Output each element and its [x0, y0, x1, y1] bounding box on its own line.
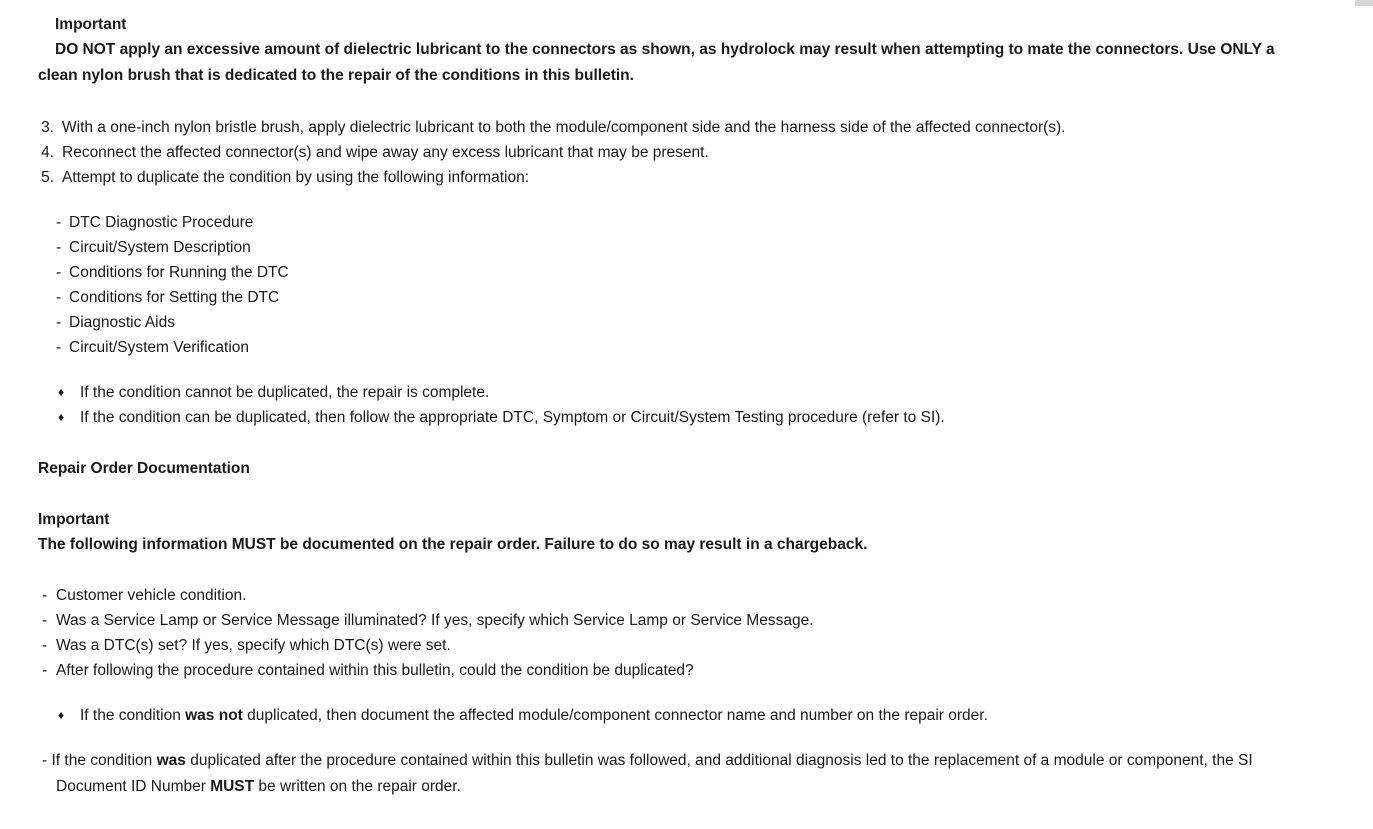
dash-marker-icon: -: [56, 264, 62, 281]
diamond-list-1: [38, 380, 1318, 430]
dash-marker-icon: -: [56, 289, 62, 306]
diamond-item-prefix: If the condition: [80, 707, 186, 724]
list-item-label: Circuit/System Verification: [69, 339, 250, 356]
list-item: [38, 335, 1318, 360]
important-label-2: Important: [38, 511, 110, 528]
step-text: Reconnect the affected connector(s) and wipe away any excess lubricant that may be present.: [62, 144, 709, 161]
list-item-label: Circuit/System Description: [69, 239, 251, 256]
list-item: [38, 115, 1318, 140]
dash-marker-icon: -: [42, 587, 48, 604]
dash-marker-icon: -: [56, 214, 62, 231]
list-item-label: Conditions for Setting the DTC: [69, 289, 280, 306]
spacer-before-dash-list-1: [38, 190, 1318, 210]
dash-marker-icon: -: [56, 339, 62, 356]
numbered-step-list: [38, 115, 1318, 190]
step-text: With a one-inch nylon bristle brush, apply dielectric lubricant to both the module/component side and the harness side of the affected connector(s).: [62, 119, 1066, 136]
important-label-1: Important: [55, 16, 127, 33]
list-item: [38, 165, 1318, 190]
list-item: [38, 405, 1318, 430]
diamond-item-suffix: duplicated, then document the affected module/component connector name and number on the repair order.: [242, 707, 988, 724]
list-item: [38, 703, 1318, 728]
spacer-after-repair-heading: [38, 481, 1318, 507]
diamond-marker-icon: ♦: [58, 385, 65, 399]
diamond-marker-icon: ♦: [58, 410, 65, 424]
list-item: [38, 380, 1318, 405]
dash-list-1: [38, 210, 1318, 360]
spacer-after-warning: [38, 89, 1318, 115]
step-number: 4.: [41, 144, 54, 161]
dash-marker-icon: -: [56, 314, 62, 331]
diamond-marker-icon: ♦: [58, 708, 65, 722]
list-item: [38, 140, 1318, 165]
list-item-label: After following the procedure contained within this bulletin, could the condition be duplicated?: [56, 662, 694, 679]
dash-marker-icon: -: [56, 239, 62, 256]
spacer-before-repair-heading: [38, 430, 1318, 456]
spacer-before-diamond-item-2: [38, 683, 1318, 703]
list-item-label: Was a Service Lamp or Service Message illuminated? If yes, specify which Service Lamp or Service Message.: [56, 612, 814, 629]
list-item: [38, 310, 1318, 335]
dash-marker-icon: -: [42, 612, 48, 629]
list-item: [38, 260, 1318, 285]
step-number: 5.: [41, 169, 54, 186]
spacer-before-dash-list-2: [38, 557, 1318, 583]
final-paragraph-part3: be written on the repair order.: [254, 778, 461, 795]
spacer-top: [38, 0, 1318, 12]
list-item: [38, 285, 1318, 310]
final-paragraph-part1: If the condition: [51, 752, 157, 769]
list-item-label: Customer vehicle condition.: [56, 587, 247, 604]
final-paragraph: [38, 748, 1318, 800]
list-item-label: Conditions for Running the DTC: [69, 264, 289, 281]
list-item-label: Was a DTC(s) set? If yes, specify which DTC(s) were set.: [56, 637, 451, 654]
list-item-label: If the condition can be duplicated, then follow the appropriate DTC, Symptom or Circuit/System Testing procedure (refer to SI).: [80, 409, 945, 426]
spacer-before-diamond-list-1: [38, 360, 1318, 380]
list-item-label: DTC Diagnostic Procedure: [69, 214, 254, 231]
list-item: [38, 583, 1318, 608]
spacer-before-final-paragraph: [38, 728, 1318, 748]
warning-paragraph: DO NOT apply an excessive amount of dielectric lubricant to the connectors as shown, as hydrolock may result when attempting to mate the connectors. Use ONLY a clean nylon brush that is dedicated to the repair of the conditions in this bulletin.: [38, 41, 1275, 84]
list-item-label: Diagnostic Aids: [69, 314, 175, 331]
top-edge-strip: [1355, 0, 1373, 6]
dash-marker-icon: -: [42, 637, 48, 654]
important-paragraph-2: The following information MUST be documented on the repair order. Failure to do so may result in a chargeback.: [38, 536, 868, 553]
list-item-label: If the condition cannot be duplicated, the repair is complete.: [80, 384, 490, 401]
diamond-item-emphasis: was not: [185, 707, 243, 724]
final-paragraph-emphasis-2: MUST: [210, 778, 255, 795]
final-paragraph-emphasis-1: was: [156, 752, 186, 769]
repair-order-heading: Repair Order Documentation: [38, 460, 250, 477]
dash-list-2: [38, 583, 1318, 683]
list-item: [38, 633, 1318, 658]
list-item: [38, 235, 1318, 260]
list-item: [38, 608, 1318, 633]
step-number: 3.: [41, 119, 54, 136]
list-item: [38, 658, 1318, 683]
diamond-list-2: [38, 703, 1318, 728]
dash-marker-icon: -: [42, 662, 48, 679]
step-text: Attempt to duplicate the condition by using the following information:: [62, 169, 529, 186]
list-item: [38, 210, 1318, 235]
final-paragraph-part2: duplicated after the procedure contained within this bulletin was followed, and additional diagnosis led to the replacement of a module or component, the SI Document ID Number: [56, 752, 1253, 795]
document-content: [38, 0, 1318, 800]
dash-marker-icon: -: [42, 752, 48, 769]
